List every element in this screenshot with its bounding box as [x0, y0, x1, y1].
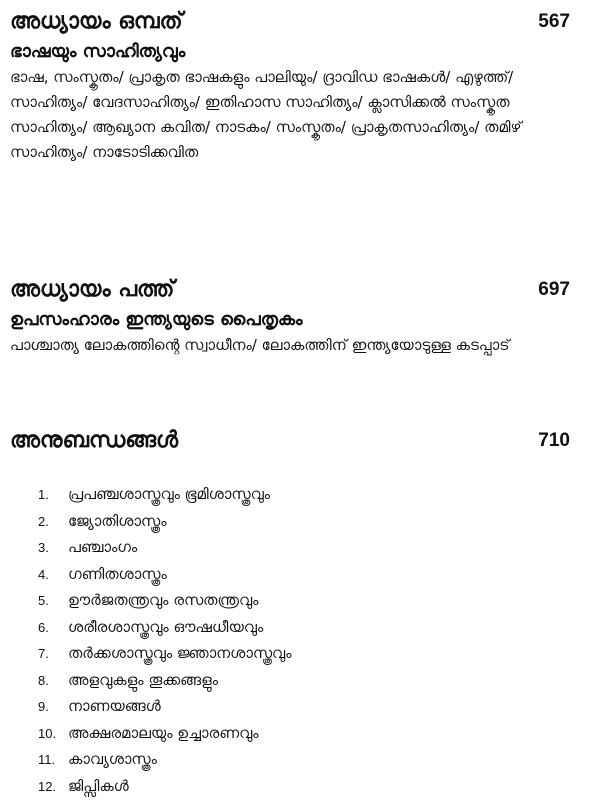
- chapter-ten: [8, 273, 592, 358]
- list-item-number: 2.: [38, 513, 49, 529]
- list-item: [38, 481, 292, 508]
- list-item: [38, 667, 292, 694]
- list-item-label: ജിപ്സികൾ: [68, 776, 129, 795]
- appendix-list: [38, 481, 292, 799]
- list-item-number: 3.: [38, 540, 49, 555]
- list-item: [38, 561, 292, 588]
- list-item-label: നാണയങ്ങൾ: [68, 697, 161, 715]
- chapter-page-number: 697: [538, 279, 570, 300]
- chapter-subtitle: ഉപസംഹാരം ഇന്ത്യയുടെ പൈതൃകം: [10, 309, 303, 330]
- chapter-nine: [8, 5, 592, 165]
- list-item: [38, 614, 292, 641]
- chapter-page-number: 567: [538, 11, 570, 32]
- list-item-label: പഞ്ചാംഗം: [68, 538, 138, 556]
- list-item-number: 11.: [38, 752, 56, 767]
- appendix-section: [8, 424, 592, 458]
- list-item-number: 10.: [38, 725, 57, 741]
- list-item-label: ഗണിതശാസ്ത്രം: [68, 564, 167, 583]
- appendix-title: അനുബന്ധങ്ങൾ: [10, 428, 179, 453]
- list-item-label: ജ്യോതിശാസ്ത്രം: [68, 511, 167, 530]
- list-item-label: പ്രപഞ്ചശാസ്ത്രവും ഭൂമിശാസ്ത്രവും: [68, 485, 271, 503]
- list-item-number: 1.: [38, 487, 49, 502]
- list-item: [38, 508, 292, 535]
- appendix-page-number: 710: [538, 430, 570, 451]
- list-item-label: ശരീരശാസ്ത്രവും ഔഷധീയവും: [68, 617, 264, 636]
- list-item: [38, 534, 292, 561]
- list-item-label: കാവ്യശാസ്ത്രം: [68, 750, 157, 768]
- chapter-title: അധ്യായം പത്ത്: [10, 277, 175, 302]
- list-item-label: അക്ഷരമാലയും ഉച്ചാരണവും: [68, 723, 259, 742]
- list-item-number: 5.: [38, 593, 49, 608]
- list-item-number: 9.: [38, 699, 49, 714]
- chapter-topics: പാശ്ചാത്യ ലോകത്തിന്റെ സ്വാധീനം/ ലോകത്തിന് ഇന്ത്യയോടുള്ള കടപ്പാട്: [10, 336, 510, 354]
- list-item: [38, 720, 292, 747]
- chapter-topics: ഭാഷ, സംസ്കൃതം/ പ്രാകൃത ഭാഷകളും പാലിയും/ ദ്രാവിഡ ഭാഷകൾ/ എഴുത്ത്/ സാഹിത്യം/ വേദസാഹിത്യം/ ഇതിഹാസ സാഹിത്യം/ ക്ലാസിക്കൽ സംസ്കൃത സാഹിത്യം/ ആഖ്യാന കവിത/ നാടകം/ സംസ്കൃതം/ പ്രാകൃതസാഹിത്യം/ തമിഴ് സാഹിത്യം/ നാടോടിക്കവിത: [10, 68, 522, 161]
- list-item-number: 12.: [38, 778, 57, 794]
- list-item-number: 4.: [38, 566, 49, 582]
- list-item-label: തർക്കശാസ്ത്രവും ജ്ഞാനശാസ്ത്രവും: [68, 644, 292, 662]
- list-item-number: 7.: [38, 646, 49, 661]
- list-item: [38, 640, 292, 667]
- list-item-number: 8.: [38, 672, 49, 688]
- list-item: [38, 773, 292, 800]
- chapter-title: അധ്യായം ഒമ്പത്: [10, 9, 183, 34]
- chapter-subtitle: ഭാഷയും സാഹിത്യവും: [10, 41, 186, 62]
- list-item: [38, 587, 292, 614]
- appendix-heading: [8, 424, 592, 458]
- chapter-heading: [8, 273, 592, 307]
- list-item: [38, 746, 292, 773]
- list-item-number: 6.: [38, 619, 49, 635]
- list-item: [38, 693, 292, 720]
- list-item-label: ഊർജതന്ത്രവും രസതന്ത്രവും: [68, 591, 259, 609]
- chapter-heading: [8, 5, 592, 39]
- list-item-label: അളവുകളും തൂക്കങ്ങളും: [68, 670, 219, 689]
